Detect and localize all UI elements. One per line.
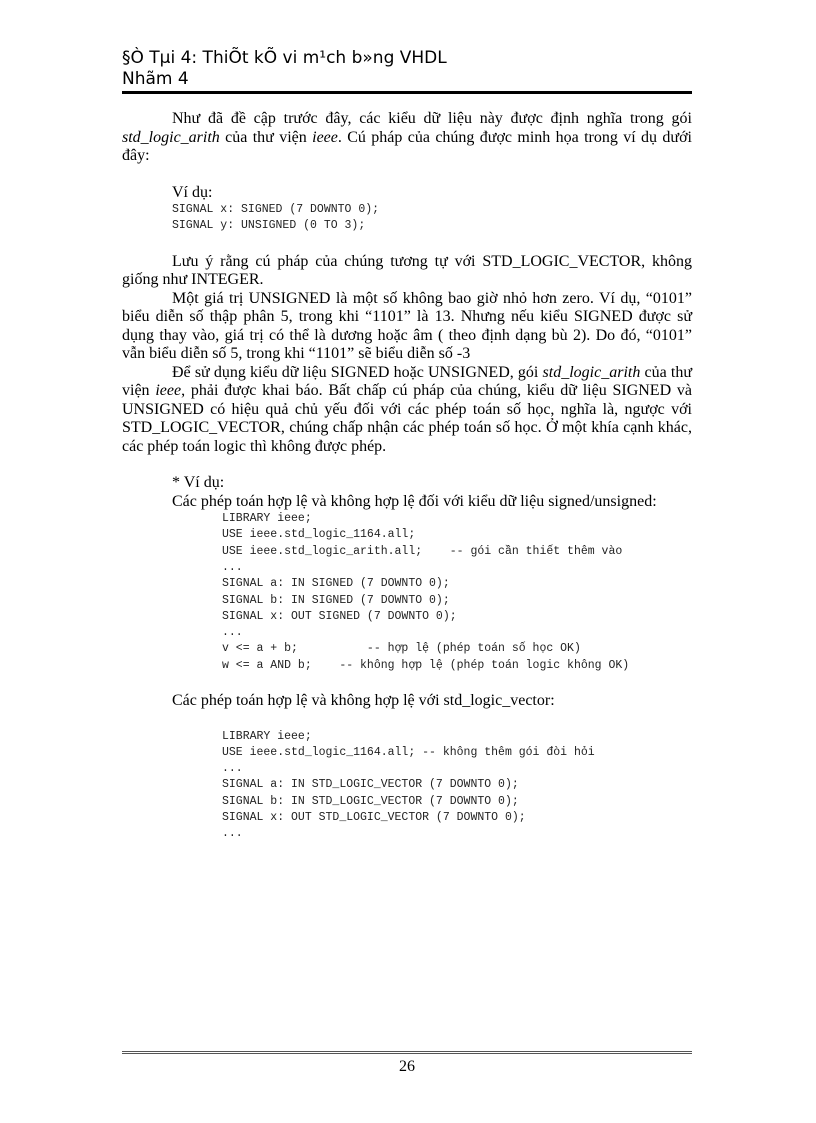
paragraph-slv-ops: Các phép toán hợp lệ và không hợp lệ với std_logic_vector:	[172, 692, 555, 710]
paragraph-usage: Để sử dụng kiểu dữ liệu SIGNED hoặc UNSIGNED, gói std_logic_arith của thư viện ieee, phải được khai báo. Bất chấp cú pháp của chúng, kiểu dữ liệu SIGNED và UNSIGNED có hiệu quả chủ yếu đối với các phép toán số học, nghĩa là, ngược với STD_LOGIC_VECTOR, chúng chấp nhận các phép toán số học. Ở một khía cạnh khác, các phép toán logic thì không được phép.	[122, 363, 693, 455]
package-name: std_logic_arith	[122, 128, 220, 146]
header-title: §Ò Tµi 4: ThiÕt kÕ vi m¹ch b»ng VHDL	[122, 48, 447, 68]
page-number: 26	[399, 1058, 415, 1075]
paragraph-signed-ops: Các phép toán hợp lệ và không hợp lệ đối với kiểu dữ liệu signed/unsigned:	[172, 492, 657, 510]
code-block-signed: LIBRARY ieee; USE ieee.std_logic_1164.all; USE ieee.std_logic_arith.all; -- gói cần thiết thêm vào ... SIGNAL a: IN SIGNED (7 DOWNTO 0); SIGNAL b: IN SIGNED (7 DOWNTO 0); SIGNAL x: OUT SIGNED (7 DOWNTO 0); ... v <= a + b; -- hợp lệ (phép toán số học OK) w <= a AND b; -- không hợp lệ (phép toán logic không OK)	[222, 512, 630, 672]
page-content	[122, 110, 692, 843]
paragraph-unsigned: Một giá trị UNSIGNED là một số không bao giờ nhỏ hơn zero. Ví dụ, “0101” biểu diễn số thập phân 5, trong khi “1101” là 13. Nhưng nếu kiểu SIGNED được sử dụng thay vào, giá trị có thể là dương hoặc âm ( theo định dạng bù 2). Do đó, “0101” vẫn biểu diễn số 5, trong khi “1101” sẽ biểu diễn số -3	[122, 289, 692, 363]
example-label: Ví dụ:	[172, 183, 213, 201]
page-header	[122, 48, 692, 90]
example2-label: * Ví dụ:	[172, 474, 225, 492]
paragraph-note: Lưu ý rằng cú pháp của chúng tương tự với STD_LOGIC_VECTOR, không giống như INTEGER.	[122, 252, 692, 289]
package-name: std_logic_arith	[542, 363, 641, 381]
library-name: ieee	[155, 382, 182, 400]
library-name: ieee	[312, 128, 338, 146]
footer-rule	[122, 1051, 692, 1054]
header-rule	[122, 91, 692, 94]
code-block-slv: LIBRARY ieee; USE ieee.std_logic_1164.all; -- không thêm gói đòi hỏi ... SIGNAL a: IN STD_LOGIC_VECTOR (7 DOWNTO 0); SIGNAL b: IN STD_LOGIC_VECTOR (7 DOWNTO 0); SIGNAL x: OUT STD_LOGIC_VECTOR (7 DOWNTO 0); ...	[222, 729, 595, 841]
header-group: Nhãm 4	[122, 69, 189, 89]
paragraph-intro: Như đã đề cập trước đây, các kiểu dữ liệu này được định nghĩa trong gói std_logic_arith của thư viện ieee. Cú pháp của chúng được minh họa trong ví dụ dưới đây:	[122, 110, 692, 164]
code-block-example: SIGNAL x: SIGNED (7 DOWNTO 0); SIGNAL y: UNSIGNED (0 TO 3);	[172, 203, 380, 233]
